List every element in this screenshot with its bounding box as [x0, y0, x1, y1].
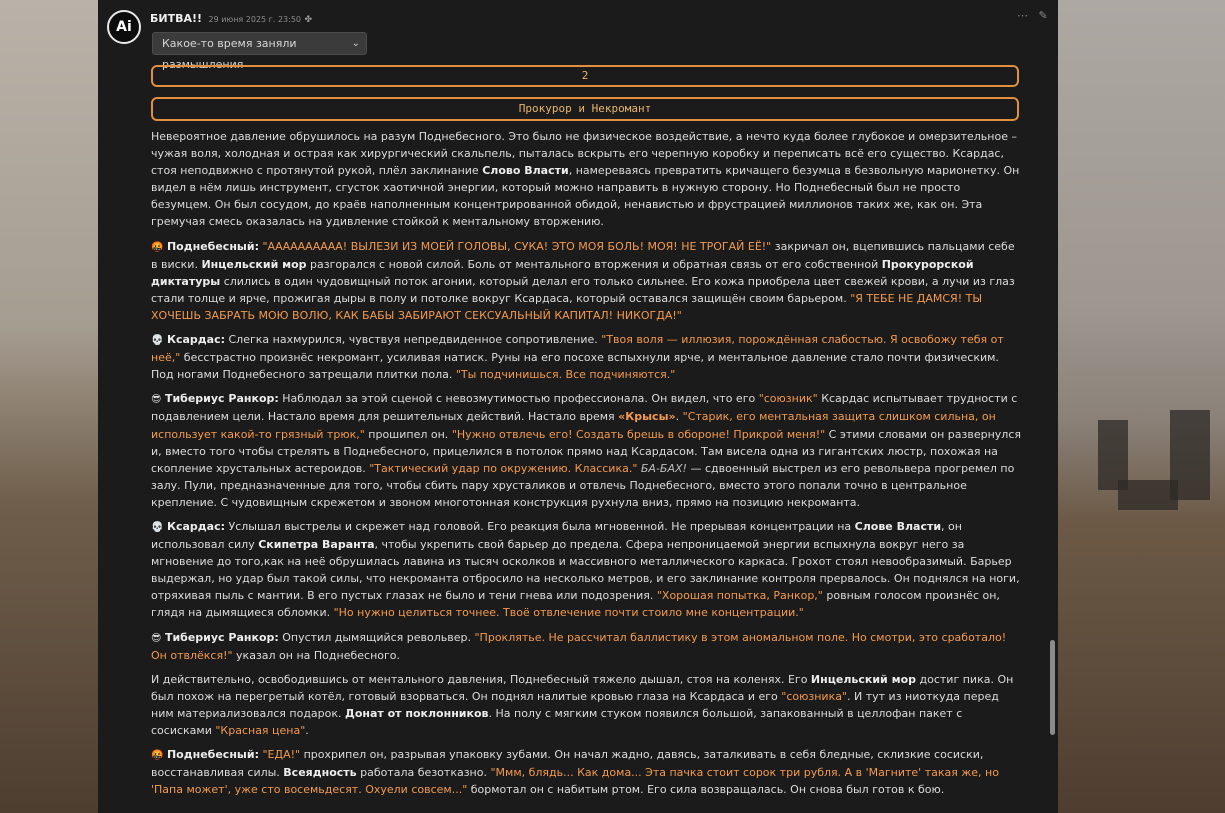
text-segment: достиг пика. Он был похож на перегретый котёл, готовый взорваться. Он поднял налитые кровью глаза на Ксардаса и его	[151, 672, 1014, 703]
scrollbar[interactable]	[1050, 640, 1055, 735]
text-segment: Слово Власти	[482, 164, 569, 178]
text-segment: "союзника"	[781, 689, 848, 703]
message-header	[150, 12, 312, 25]
chapter-number-box: 2	[151, 65, 1019, 87]
text-segment: указал он на Поднебесного.	[232, 648, 400, 662]
sunglasses-face-icon: 😎	[151, 394, 162, 406]
skull-icon: 💀	[151, 335, 164, 347]
text-segment: Невероятное давление обрушилось на разум Поднебесного. Это было не физическое воздействие, а нечто куда более глубокое и омерзительное – чужая воля, холодная и острая как хирургический скальпель, пыталась вскрыть его черепную коробку и переписать всё его существо. Ксардас, стоя неподвижно с протянутой рукой, плёл заклинание	[151, 130, 1017, 178]
text-segment: "Но нужно целиться точнее. Твоё отвлечение почти стоило мне концентрации."	[333, 606, 804, 620]
text-segment: "АААААААААА! ВЫЛЕЗИ ИЗ МОЕЙ ГОЛОВЫ, СУКА! ЭТО МОЯ БОЛЬ! МОЯ! НЕ ТРОГАЙ ЕЁ!"	[262, 239, 772, 253]
message-body	[151, 128, 1021, 805]
paragraph	[151, 238, 1021, 324]
speaker-name: Тибериус Ранкор:	[164, 630, 279, 644]
text-segment: "Проклятье. Не рассчитал баллистику в этом аномальном поле. Но смотри, это сработало! Он отвлёкся!"	[151, 630, 1007, 662]
text-segment: прохрипел он, разрывая упаковку зубами. Он начал жадно, давясь, заталкивать в себя бледные, склизкие сосиски, восстанавливая силы.	[151, 748, 984, 780]
text-segment: разгорался с новой силой. Боль от ментального вторжения и обратная связь от его собственной	[306, 257, 882, 271]
paragraph	[151, 746, 1021, 798]
pencil-icon[interactable]: ✎	[1038, 9, 1048, 22]
text-segment: Слове Власти	[854, 519, 942, 533]
chapter-title-box: Прокурор и Некромант	[151, 97, 1019, 121]
speaker-name: Ксардас:	[166, 333, 225, 347]
text-segment: Опустил дымящийся револьвер.	[278, 630, 475, 644]
text-segment: Прокурорской диктатуры	[151, 257, 974, 288]
text-segment: Наблюдал за этой сценой с невозмутимостью профессионала. Он видел, что его	[278, 392, 759, 406]
sparkle-icon: ✤	[304, 15, 313, 25]
text-segment: слились в один чудовищный поток агонии, который делал его только сильнее. Его кожа приобрела цвет свежей крови, а лучи из глаз стали толще и ярче, прожигая дыры в полу и потолке вокруг Ксардаса, который оставался защищён своим барьером.	[151, 274, 1015, 305]
text-segment: бесстрастно произнёс некромант, усиливая натиск. Руны на его посохе вспыхнули ярче, и ментальное давление стало почти физическим. Под ногами Поднебесного затрещали плитки пола.	[151, 351, 999, 382]
text-segment: работала безотказно.	[356, 766, 491, 780]
angry-face-icon: 🤬	[151, 241, 164, 253]
text-segment: , намереваясь превратить кричащего безумца в безвольную марионетку. Он видел в нём лишь инструмент, сгусток хаотичной энергии, который можно направить в нужную сторону. Но Поднебесный был не просто безумцем. Он был сосудом, до краёв наполненным концентрированной обидой, ненавистью и фрустрацией миллионов таких же, как он. Эта гремучая смесь оказалась на удивление стойкой к ментальному вторжению.	[151, 164, 1020, 229]
text-segment: . И тут из ниоткуда перед ним материализовался подарок.	[151, 689, 999, 720]
paragraph	[151, 390, 1021, 511]
text-segment: Инцельский мор	[810, 672, 917, 686]
paragraph	[151, 518, 1021, 622]
text-segment: Слегка нахмурился, чувствуя непредвиденное сопротивление.	[225, 333, 602, 347]
background-right	[1058, 0, 1225, 813]
text-segment: Ксардас испытывает трудности с подавлением цели. Настало время для решительных действий. Настало время	[151, 392, 1018, 424]
text-segment: БА-БАХ!	[637, 461, 687, 475]
speaker-name: Поднебесный:	[166, 239, 259, 253]
text-segment: — сдвоенный выстрел из его револьвера прогремел по залу. Пули, предназначенные для того, чтобы сбить пару хрусталиков и отвлечь Поднебесного, вместо этого попали точно в центральное крепление. С чудовищным скрежетом и звоном многотонная конструкция рухнула вниз, прямо на позицию некроманта.	[151, 461, 1015, 509]
text-segment: закричал он, вцепившись пальцами себе в виски.	[151, 239, 1015, 271]
sunglasses-face-icon: 😎	[151, 632, 162, 644]
text-segment: Донат от поклонников	[345, 706, 489, 720]
text-segment: "союзник"	[758, 392, 818, 406]
timestamp: 29 июня 2025 г. 23:50	[208, 15, 302, 24]
text-segment: ровным голосом произнёс он, глядя на дымящиеся обломки.	[151, 589, 1000, 620]
text-segment: , чтобы укрепить свой барьер до предела. Сфера непроницаемой энергии вспыхнула вокруг него за мгновение до того,как на неё обрушилась лавина из тысяч осколков и массивного металлического каркаса. Грохот стоял невообразимый. Барьер выдержал, но удар был такой силы, что некроманта отбросило на несколько метров, и его заклинание контроля прервалось. Он поднялся на ноги, отряхивая пыль с мантии. В его пустых глазах не было и тени гнева или подозрения.	[151, 538, 1020, 603]
text-segment: прошипел он.	[364, 427, 452, 441]
text-segment: "Ты подчинишься. Все подчиняются."	[455, 368, 676, 382]
speaker-name: Ксардас:	[166, 519, 225, 533]
chat-panel	[98, 0, 1058, 813]
chevron-down-icon: ⌄	[351, 38, 360, 49]
author-name[interactable]: БИТВА!!	[150, 12, 203, 25]
paragraph	[151, 331, 1021, 383]
background-left	[0, 0, 98, 813]
speaker-name: Тибериус Ранкор:	[164, 392, 279, 406]
text-segment: "Хорошая попытка, Ранкор,"	[656, 589, 823, 603]
reasoning-dropdown[interactable]	[152, 32, 367, 71]
text-segment: , он использовал силу	[151, 519, 962, 552]
rock-formation	[1118, 480, 1178, 510]
text-segment: "Красная цена"	[215, 724, 306, 737]
text-segment: "Старик, его ментальная защита слишком сильна, он использует какой-то грязный трюк,"	[151, 410, 996, 441]
text-segment: .	[305, 724, 309, 737]
text-segment: . На полу с мягким стуком появился большой, запакованный в целлофан пакет с сосисками	[151, 706, 963, 737]
text-segment: С этими словами он развернулся и, вместо того чтобы стрелять в Поднебесного, прицелился в потолок прямо над Ксардасом. Там висела одна из гигантских люстр, похожая на скопление хрустальных астероидов.	[151, 427, 1021, 475]
text-segment: "Твоя воля — иллюзия, порождённая слабостью. Я освобожу тебя от неё,"	[151, 333, 1004, 365]
text-segment: Всеядность	[283, 766, 357, 780]
text-segment: .	[675, 410, 683, 424]
text-segment: Скипетра Варанта	[258, 538, 375, 552]
text-segment: И действительно, освободившись от ментального давления, Поднебесный тяжело дышал, стоя на коленях. Его	[151, 672, 811, 686]
text-segment: Услышал выстрелы и скрежет над головой. Его реакция была мгновенной. Не прерывая концентрации на	[225, 519, 855, 533]
paragraph	[151, 128, 1021, 231]
dropdown-label: Какое-то время заняли размышления	[162, 37, 297, 71]
text-segment: "ЕДА!"	[262, 748, 301, 762]
speaker-name: Поднебесный:	[166, 748, 259, 762]
skull-icon: 💀	[151, 521, 164, 533]
more-options-icon[interactable]: ⋯	[1017, 9, 1028, 22]
text-segment: "Я ТЕБЕ НЕ ДАМСЯ! ТЫ ХОЧЕШЬ ЗАБРАТЬ МОЮ ВОЛЮ, КАК БАБЫ ЗАБИРАЮТ СЕКСУАЛЬНЫЙ КАПИТАЛ! НИКОГДА!"	[151, 291, 983, 322]
text-segment: бормотал он с набитым ртом. Его сила возвращалась. Он снова был готов к бою.	[467, 783, 945, 797]
text-segment: Инцельский мор	[201, 257, 307, 271]
text-segment: «Крысы»	[618, 410, 676, 424]
text-segment: "Нужно отвлечь его! Создать брешь в обороне! Прикрой меня!"	[451, 427, 826, 441]
text-segment: "Тактический удар по окружению. Классика."	[369, 461, 638, 475]
message-actions	[1010, 9, 1048, 22]
avatar[interactable]: Ai	[107, 10, 141, 44]
paragraph	[151, 671, 1021, 739]
text-segment: "Ммм, блядь... Как дома... Эта пачка стоит сорок три рубля. А в 'Магните' такая же, но 'Папа может', уже сто восемьдесят. Охуели совсем..."	[151, 766, 999, 797]
paragraph	[151, 629, 1021, 664]
angry-face-icon: 🤬	[151, 750, 164, 762]
